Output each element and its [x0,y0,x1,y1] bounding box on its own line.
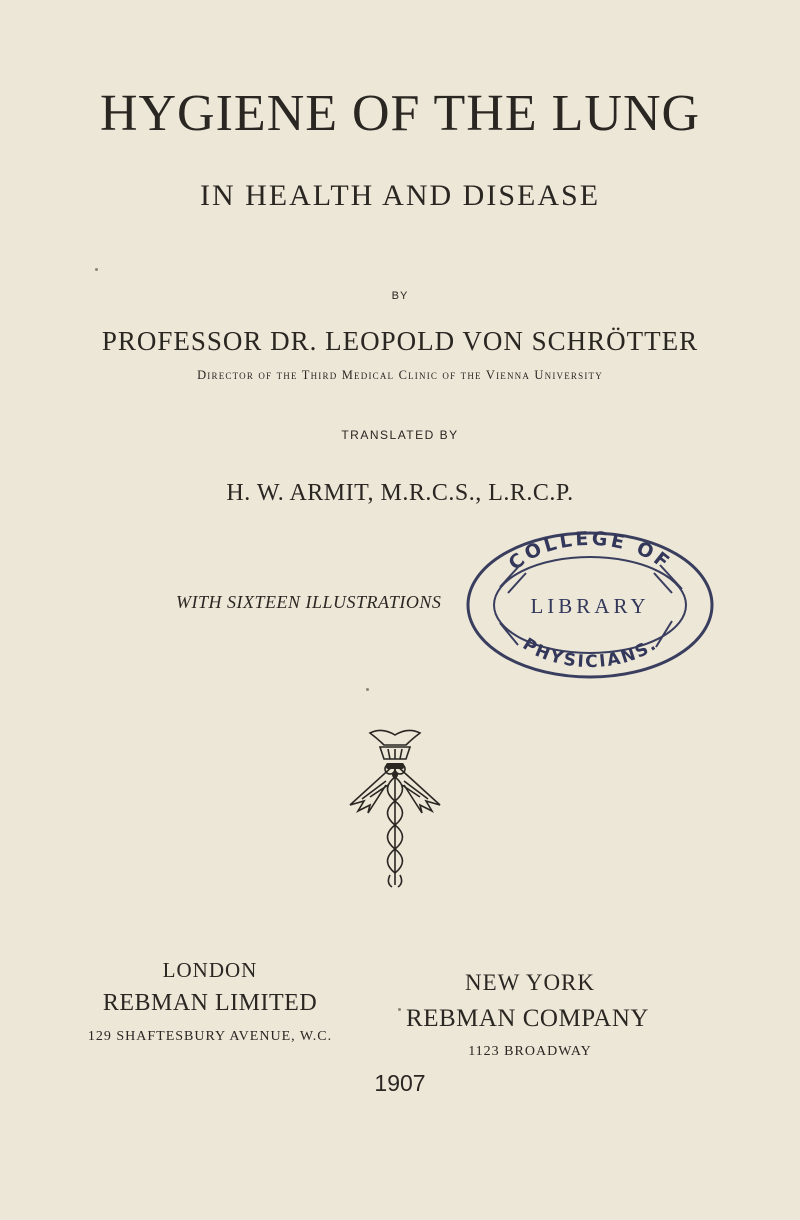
left-publisher-address: 129 SHAFTESBURY AVENUE, W.C. [87,1029,333,1044]
stamp-bottom-text: PHYSICIANS. [518,634,662,673]
book-subtitle: IN HEALTH AND DISEASE [199,179,601,212]
illustrations-note: WITH SIXTEEN ILLUSTRATIONS [176,592,442,612]
right-publisher-address: 1123 BROADWAY [468,1044,592,1059]
library-stamp [460,523,720,683]
author-name: PROFESSOR DR. LEOPOLD VON SCHRÖTTER [101,326,699,356]
paper-speck [366,688,369,691]
paper-speck [95,268,98,271]
stamp-top-text: COLLEGE OF [504,527,676,575]
left-publisher-name: REBMAN LIMITED [102,990,318,1016]
left-publisher-city: LONDON [162,958,258,982]
author-role: Director of the Third Medical Clinic of the Vienna University [197,368,603,382]
caduceus-emblem-icon [340,725,450,890]
translator-name: H. W. ARMIT, M.R.C.S., L.R.C.P. [226,480,574,506]
stamp-middle-text: LIBRARY [530,594,650,618]
right-publisher-city: NEW YORK [464,970,596,995]
book-title: HYGIENE OF THE LUNG [99,85,701,142]
publication-year: 1907 [374,1070,426,1096]
right-publisher-name: REBMAN COMPANY [406,1005,649,1032]
by-label: BY [391,290,409,302]
translated-by-label: TRANSLATED BY [341,428,459,442]
paper-speck [398,1008,401,1011]
